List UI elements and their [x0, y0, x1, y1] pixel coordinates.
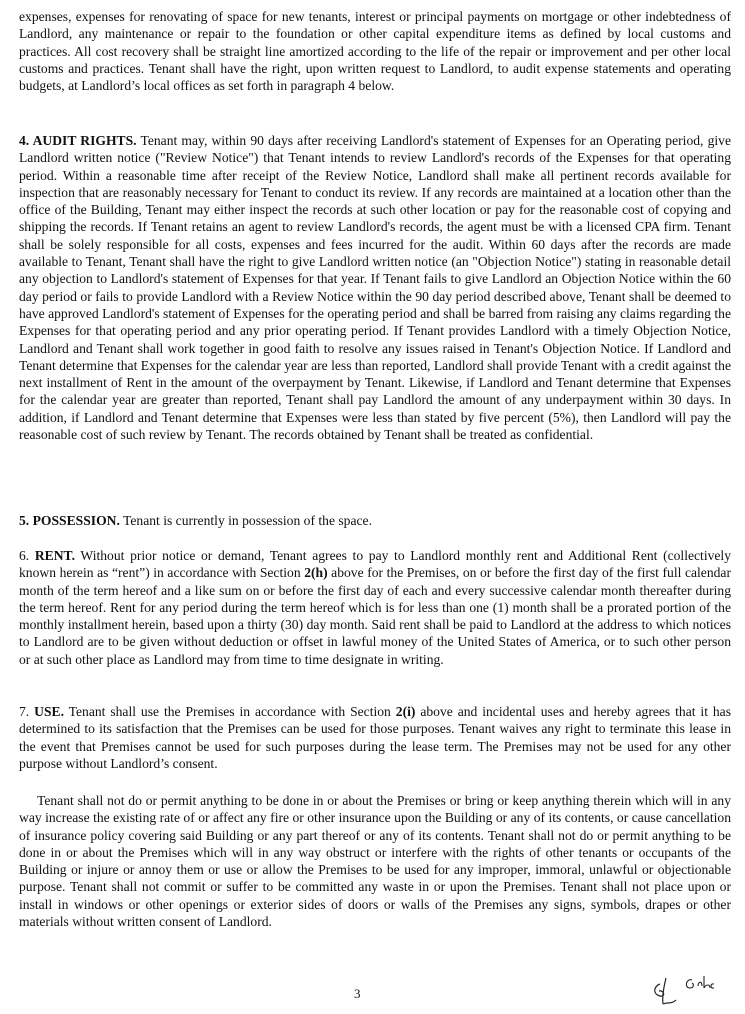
- section-reference: 2(h): [304, 565, 328, 581]
- paragraph-text: above for the Premises, on or before the first day of the first full calendar month of the term hereof and a like sum on or before the first day of each and every successive calendar month thereafter during the term hereof. Rent for any period during the term hereof which is for less than one (1) month shall be a prorated portion of the monthly installment herein, based upon a thirty (30) day month. Said rent shall be paid to Landlord at the address to which notices to Landlord are to be given without deduction or offset in lawful money of the United States of America, or to such other person or at such other place as Landlord may from time to time designate in writing.: [19, 565, 731, 667]
- section-number: 6.: [19, 548, 30, 563]
- paragraph-expenses-continued: [19, 8, 731, 94]
- section-heading: USE.: [34, 704, 64, 719]
- paragraph-text: Without prior notice or demand, Tenant agrees to pay to Landlord monthly rent and Additional Rent (collectively known herein as “rent”) in accordance with Section: [19, 548, 732, 581]
- section-heading: 4. AUDIT RIGHTS.: [19, 133, 137, 148]
- section-reference: 2(i): [395, 704, 416, 719]
- paragraph-text: Tenant shall use the Premises in accordance with Section: [68, 704, 396, 719]
- paragraph-text: Tenant shall not do or permit anything to be done in or about the Premises or bring or keep anything therein which will in any way increase the existing rate of or affect any fire or other insurance upon the Building or any of its contents, or cause cancellation of insurance policy covering said Building or any part thereof or any of its contents. Tenant shall not do or permit anything to be done in or about the Premises which will in any way obstruct or interfere with the rights of other tenants or occupants of the Building or injure or annoy them or use or allow the Premises to be used for any improper, immoral, unlawful or objectionable purpose. Tenant shall not commit or suffer to be committed any waste in or upon the Premises. Tenant shall not place upon or install in windows or other openings or exterior sides of doors or walls of the Premises any signs, symbols, drapes or other materials without written consent of Landlord.: [19, 793, 731, 930]
- paragraph-tenant-restrictions: [19, 792, 731, 930]
- section-heading: RENT.: [34, 548, 76, 563]
- page-number: 3: [354, 986, 361, 1001]
- paragraph-text: above and incidental uses and hereby agrees that it has determined to its satisfaction that the Premises can be used for those purposes. Tenant waives any right to terminate this lease in the event that Premises cannot be used for such purposes during the lease term. The Premises may not be used for any other purpose without Landlord’s consent.: [19, 704, 732, 771]
- section-4-audit-rights: [19, 132, 731, 443]
- section-6-rent: [19, 547, 731, 668]
- paragraph-text: Tenant is currently in possession of the space.: [123, 513, 372, 528]
- paragraph-text: expenses, expenses for renovating of space for new tenants, interest or principal payments on mortgage or other indebtedness of Landlord, any maintenance or repair to the foundation or other capital expenditure items as defined by local customs and practices. All cost recovery shall be straight line amortized according to the life of the repair or improvement and per other local customs and practices. Tenant shall have the right, upon written request to Landlord, to audit expense statements and operating budgets, at Landlord’s local offices as set forth in paragraph 4 below.: [19, 9, 731, 94]
- handwritten-initials: [648, 964, 740, 1008]
- section-number: 7.: [19, 704, 30, 719]
- section-7-use: [19, 703, 731, 772]
- section-heading: 5. POSSESSION.: [19, 513, 120, 528]
- paragraph-text: Tenant may, within 90 days after receiving Landlord's statement of Expenses for an Operating period, give Landlord written notice ("Review Notice") that Tenant intends to review Landlord's records of the Expenses for that operating period. Within a reasonable time after receipt of the Review Notice, Landlord shall make all pertinent records available for inspection that are reasonably necessary for Tenant to conduct its review. If any records are maintained at a location other than the office of the Building, Tenant may either inspect the records at such other location or pay for the reasonable cost of copying and shipping the records. If Tenant retains an agent to review Landlord's records, the agent must be with a licensed CPA firm. Tenant shall be solely responsible for all costs, expenses and fees incurred for the audit. Within 60 days after the records are made available to Tenant, Tenant shall have the right to give Landlord written notice (an "Objection Notice") stating in reasonable detail any objection to Landlord's statement of Expenses for that year. If Tenant fails to give Landlord an Objection Notice within the 60 day period or fails to provide Landlord with a Review Notice within the 90 day period described above, Tenant shall be deemed to have approved Landlord's statement of Expenses for the operating period and shall be barred from raising any claims regarding the Expenses for that operating period and any prior operating period. If Tenant provides Landlord with a timely Objection Notice, Landlord and Tenant shall work together in good faith to resolve any issues raised in Tenant's Objection Notice. If Landlord and Tenant determine that Expenses for the calendar year are less than reported, Landlord shall provide Tenant with a credit against the next installment of Rent in the amount of the overpayment by Tenant. Likewise, if Landlord and Tenant determine that Expenses for the calendar year are greater than reported, Tenant shall pay Landlord the amount of any underpayment within 30 days. In addition, if Landlord and Tenant determine that Expenses were less than stated by five percent (5%), then Landlord will pay the reasonable cost of such review by Tenant. The records obtained by Tenant shall be treated as confidential.: [19, 133, 731, 443]
- section-5-possession: [19, 512, 731, 529]
